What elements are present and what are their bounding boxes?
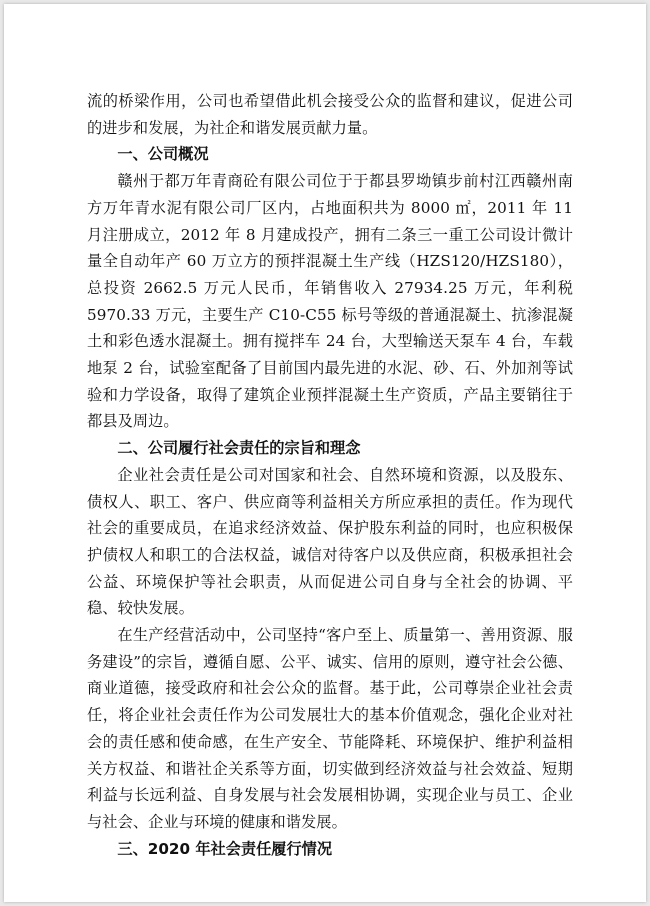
section-heading-purpose-and-philosophy: 二、公司履行社会责任的宗旨和理念 [117, 439, 361, 458]
company-overview-paragraph: 赣州于都万年青商砼有限公司位于于都县罗坳镇步前村江西赣州南方万年青水泥有限公司厂区内，占地面积共为 8000 ㎡，2011 年 11 月注册成立，2012 年 8 月建成投产，拥有二条三一重工公司设计微计量全自动年产 60 万立方的预拌混凝土生产线（HZS120/HZS180），总投资 2662.5 万元人民币，年销售收入 27934.25 万元，年利税 5970.33 万元，主要生产 C10-C55 标号等级的普通混凝土、抗渗混凝土和彩色透水混凝土。拥有搅拌车 24 台，大型输送天泵车 4 台，车载地泵 2 台，试验室配备了目前国内最先进的水泥、砂、石、外加剂等试验和力学设备，取得了建筑企业预拌混凝土生产资质，产品主要销往于都县及周边。 [87, 172, 573, 431]
operations-paragraph: 在生产经营活动中，公司坚持“客户至上、质量第一、善用资源、服务建设”的宗旨，遵循自愿、公平、诚实、信用的原则，遵守社会公德、商业道德，接受政府和社会公众的监督。基于此，公司尊崇企业社会责任，将企业社会责任作为公司发展壮大的基本价值观念，强化企业对社会的责任感和使命感，在生产安全、节能降耗、环境保护、维护利益相关方权益、和谐社企关系等方面，切实做到经济效益与社会效益、短期利益与长远利益、自身发展与社会发展相协调，实现企业与员工、企业与社会、企业与环境的健康和谐发展。 [87, 626, 573, 831]
section-heading-company-overview: 一、公司概况 [117, 145, 209, 164]
document-page [4, 4, 646, 902]
document-body [87, 88, 573, 862]
section-heading-2020-performance: 三、2020 年社会责任履行情况 [117, 839, 333, 858]
responsibility-paragraph: 企业社会责任是公司对国家和社会、自然环境和资源，以及股东、债权人、职工、客户、供应商等利益相关方所应承担的责任。作为现代社会的重要成员，在追求经济效益、保护股东利益的同时，也应积极保护债权人和职工的合法权益，诚信对待客户以及供应商，积极承担社会公益、环境保护等社会职责，从而促进公司自身与全社会的协调、平稳、较快发展。 [87, 465, 573, 618]
intro-paragraph: 流的桥梁作用，公司也希望借此机会接受公众的监督和建议，促进公司的进步和发展，为社企和谐发展贡献力量。 [87, 92, 573, 137]
